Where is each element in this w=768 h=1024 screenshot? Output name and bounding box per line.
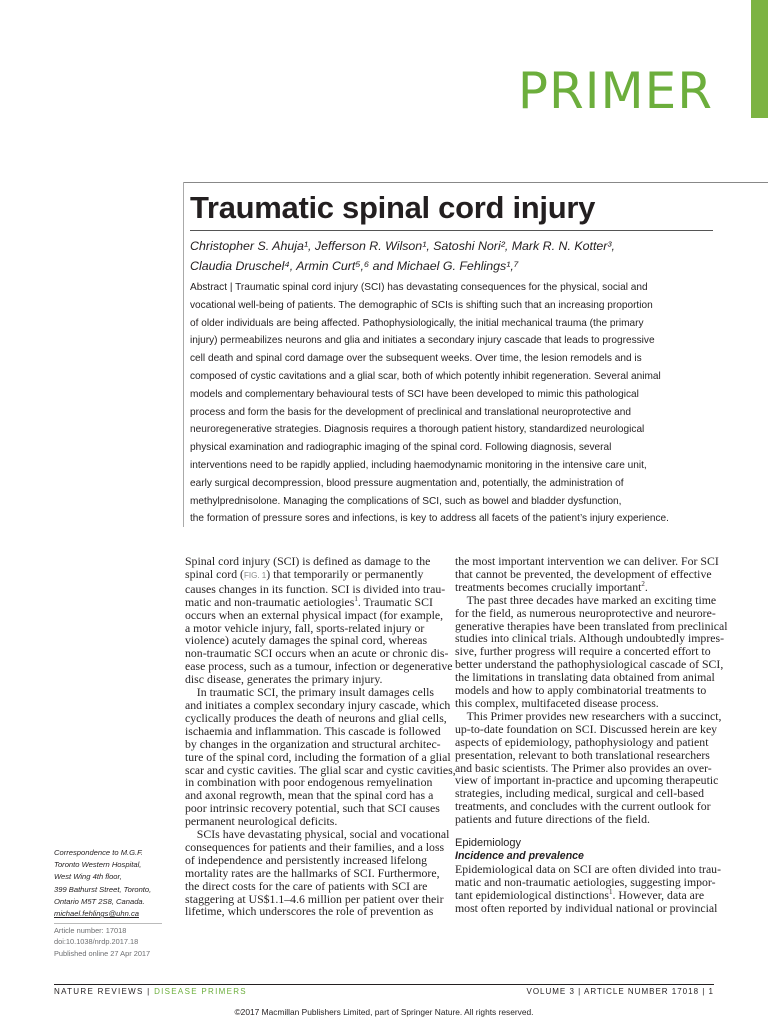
text-line: Toronto Western Hospital, (54, 860, 142, 870)
tab-stripe (748, 0, 751, 118)
text-line: and initiates a complex secondary injury cascade, which (185, 697, 451, 712)
text-line: Spinal cord injury (SCI) is defined as damage to the (185, 554, 431, 568)
text-line: sive, further progress will require a concerted effort to (455, 644, 711, 659)
text-line: most often reported by individual national or provincial (455, 900, 718, 915)
text-span: tant epidemiological distinctions (455, 887, 609, 902)
footer-volume-info: VOLUME 3 | ARTICLE NUMBER 17018 | 1 (526, 987, 714, 996)
text-line: Epidemiological data on SCI are often divided into trau- (455, 861, 722, 876)
published-date: Published online 27 Apr 2017 (54, 948, 151, 958)
text-span: . (644, 579, 648, 594)
text-line: generative therapies have been translated from preclinical (455, 618, 728, 633)
text-line: for the field, as numerous neuroprotective and neurore- (455, 605, 716, 620)
text-span: . Traumatic SCI (357, 594, 433, 609)
section-color-tab (748, 0, 768, 118)
text-line: patients and future directions of the field. (455, 812, 650, 827)
text-line: ture of the spinal cord, including the formation of a glial (185, 749, 451, 764)
article-number: Article number: 17018 (54, 926, 127, 935)
citation-ref[interactable]: 1 (354, 594, 358, 603)
authors-line: Claudia Druschel⁴, Armin Curt⁵,⁶ and Michael G. Fehlings¹,⁷ (190, 259, 519, 273)
subsection-heading: Incidence and prevalence (455, 849, 584, 862)
text-line: of independence and persistently increased lifelong (185, 852, 428, 867)
text-line: SCIs have devastating physical, social and vocational (185, 827, 450, 842)
correspondence-block (54, 847, 179, 920)
doi-link[interactable]: doi:10.1038/nrdp.2017.18 (54, 937, 139, 947)
text-line: 399 Bathurst Street, Toronto, (54, 884, 152, 894)
text-line: composed of cystic cavitations and a glial scar, both of which potently inhibit regeneration. Several animal (190, 370, 661, 382)
text-line: cell death and spinal cord damage over the subsequent weeks. Over time, the lesion remodels and is (190, 353, 642, 365)
text-line: staggering at US$1.1–4.6 million per patient over their (185, 891, 444, 906)
meta-rule (54, 923, 162, 924)
text-line: better understand the pathophysiological cascade of SCI, (455, 657, 724, 672)
paragraph (185, 607, 453, 687)
body-column-left (185, 554, 456, 919)
text-line: a motor vehicle injury, fall, sports-related injury or (185, 620, 425, 635)
text-line: occurs when an external physical impact (for example, (185, 607, 444, 622)
text-line: injury) permeabilizes neurons and glia and initiates a secondary injury cascade that leads to progressive (190, 335, 655, 347)
text-line: cyclically produces the death of neurons and glial cells, (185, 710, 447, 725)
text-line: causes changes in its function. SCI is divided into trau- (185, 581, 446, 596)
text-line: that cannot be prevented, the development of effective (455, 566, 712, 581)
text-line: vocational well-being of patients. The demographic of SCIs is shifting such that an increasing proportion (190, 299, 653, 311)
text-line (185, 568, 443, 583)
paragraph (455, 592, 728, 710)
authors-line: Christopher S. Ahuja¹, Jefferson R. Wilson¹, Satoshi Nori², Mark R. N. Kotter³, (190, 239, 615, 253)
text-line: the direct costs for the care of patients with SCI are (185, 878, 428, 893)
text-line: neuroregenerative strategies. Diagnosis requires a thorough patient history, standardized neurological (190, 424, 645, 436)
text-line: The past three decades have marked an exciting time (455, 592, 717, 607)
text-line: aspects of epidemiology, pathophysiology and patient (455, 734, 709, 749)
text-line: Correspondence to M.G.F. (54, 848, 143, 857)
title-rule (190, 230, 713, 231)
text-line: Abstract | Traumatic spinal cord injury (SCI) has devastating consequences for the physical, social and (190, 282, 648, 293)
text-line: scar and cystic cavities. The glial scar and cystic cavities, (185, 762, 456, 777)
text-line: early surgical decompression, blood pressure augmentation and, potentially, the administration of (190, 477, 624, 489)
abstract-side-rule (183, 182, 184, 527)
text-line: matic and non-traumatic aetiologies, suggesting impor- (455, 874, 716, 889)
section-label: PRIMER (517, 62, 713, 120)
text-line: and basic scientists. The Primer also provides an over- (455, 760, 712, 775)
footer-separator: | (143, 987, 155, 996)
text-line: permanent neurological deficits. (185, 814, 338, 829)
abstract (190, 279, 718, 528)
text-line: the most important intervention we can deliver. For SCI (455, 554, 719, 568)
text-line: disc disease, generates the primary injury. (185, 672, 383, 687)
header-rule (183, 182, 768, 183)
text-span: matic and non-traumatic aetiologies (185, 594, 355, 609)
text-line: West Wing 4th floor, (54, 872, 122, 882)
article-meta (54, 925, 179, 959)
text-line: view of important in-practice and upcoming therapeutic (455, 773, 719, 788)
text-line: studies into clinical trials. Although undoubtedly impres- (455, 631, 725, 646)
text-line: by changes in the organization and structural architec- (185, 736, 441, 751)
text-line: physical examination and radiographic imaging of the spinal cord. Following diagnosis, several (190, 442, 612, 454)
text-line: this complex, multifaceted disease process. (455, 695, 659, 710)
text-line: ease process, such as a tumour, infection or degenerative (185, 659, 453, 674)
body-column-right (455, 554, 728, 915)
section-heading: Epidemiology (455, 837, 522, 850)
text-line: non-traumatic SCI occurs when an acute or chronic dis- (185, 646, 449, 661)
text-line: models and how to apply combinatorial treatments to (455, 683, 707, 698)
text-line: mortality rates are the hallmarks of SCI. Furthermore, (185, 865, 440, 880)
text-line: of older individuals are being affected. Pathophysiologically, the initial mechanical trauma (the primary (190, 317, 644, 329)
text-line: the formation of pressure sores and infections, is key to address all facets of the patient’s injury experience. (190, 513, 669, 525)
text-line: treatments, and concludes with the current outlook for (455, 799, 711, 814)
footer-rule (54, 984, 714, 985)
text-line (185, 596, 443, 609)
correspondence-address (54, 847, 179, 908)
text-span: ) that temporarily or permanently (266, 566, 424, 581)
text-line: in combination with poor endogenous remyelination (185, 775, 433, 790)
text-line: Ontario M5T 2S8, Canada. (54, 896, 145, 906)
text-line: and axonal regrowth, mean that the spinal cord has a (185, 788, 434, 803)
text-line: consequences for patients and their families, and a loss (185, 839, 445, 854)
text-span: spinal cord ( (185, 566, 244, 581)
text-line: models and complementary behavioural tests of SCI have been developed to mimic this pathological (190, 388, 639, 400)
text-line (455, 581, 713, 594)
paragraph (185, 827, 450, 919)
text-line: lifetime, which underscores the role of prevention as (185, 904, 434, 919)
text-line: violence) acutely damages the spinal cord, whereas (185, 633, 428, 648)
text-line: interventions need to be rapidly applied, including haemodynamic monitoring in the intensive care unit, (190, 459, 647, 471)
journal-name: NATURE REVIEWS (54, 987, 144, 996)
footer-journal (54, 987, 247, 996)
journal-section: DISEASE PRIMERS (154, 987, 247, 996)
citation-ref[interactable]: 1 (609, 887, 613, 896)
text-line: ischaemia and inflammation. This cascade is followed (185, 723, 441, 738)
figure-reference-link[interactable]: FIG. 1 (243, 570, 267, 580)
text-line (455, 889, 713, 902)
email-link[interactable]: michael.fehlings@uhn.ca (54, 909, 139, 919)
citation-ref[interactable]: 2 (641, 579, 645, 588)
copyright-notice: ©2017 Macmillan Publishers Limited, part of Springer Nature. All rights reserved. (234, 1007, 534, 1017)
author-list (190, 236, 720, 276)
text-line: the limitations in translating data obtained from animal (455, 670, 715, 685)
text-span: treatments becomes crucially important (455, 579, 642, 594)
paragraph (455, 708, 722, 827)
text-line: strategies, including medical, surgical and cell-based (455, 786, 705, 801)
article-title: Traumatic spinal cord injury (190, 190, 596, 225)
text-span: . However, data are (612, 887, 705, 902)
text-line: This Primer provides new researchers with a succinct, (455, 708, 722, 723)
text-line: methylprednisolone. Managing the complications of SCI, such as bowel and bladder dysfunction, (190, 495, 622, 507)
text-line: In traumatic SCI, the primary insult damages cells (185, 685, 434, 700)
text-line: presentation, relevant to both translational researchers (455, 747, 710, 762)
text-line: process and form the basis for the development of preclinical and translational neuroprotective and (190, 406, 632, 418)
text-line: up-to-date foundation on SCI. Discussed herein are key (455, 721, 718, 736)
paragraph (185, 685, 456, 829)
text-line: poor intrinsic recovery potential, such that SCI causes (185, 801, 440, 816)
